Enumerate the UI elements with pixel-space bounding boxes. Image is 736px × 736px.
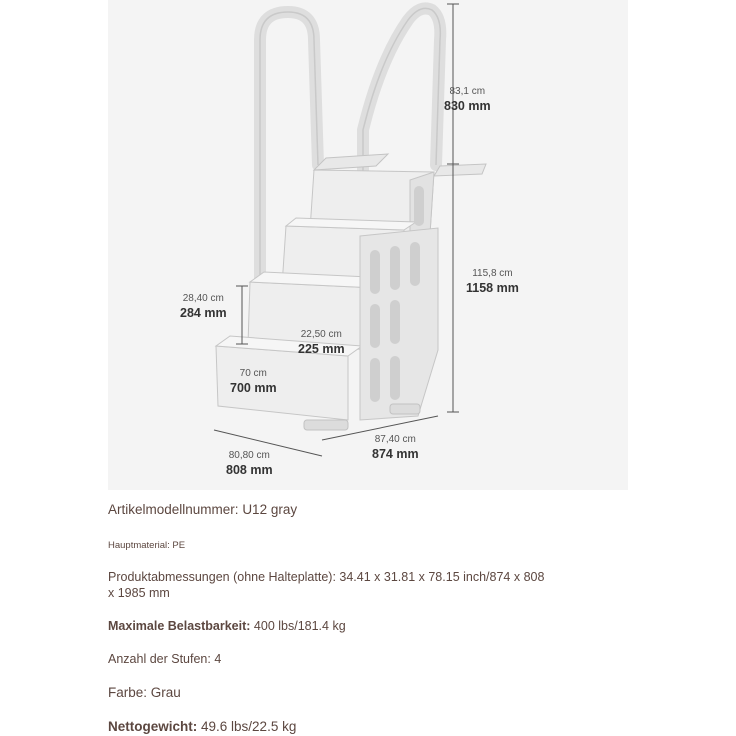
spec-dimensions [108,569,633,585]
spec-steps [108,651,633,667]
spec-color [108,685,633,701]
dimension-mm: 808 mm [226,463,273,477]
dimension-cm: 70 cm [239,368,267,379]
dimension-mm: 1158 mm [466,281,519,295]
dimension-top-height [444,86,491,113]
dimension-base-depth [226,450,273,477]
spec-label: Maximale Belastbarkeit: [108,619,251,633]
dimension-base-length [372,434,419,461]
spec-label: Hauptmaterial: [108,540,170,551]
spec-value: 400 lbs/181.4 kg [253,619,346,633]
dimension-total-height [466,268,519,295]
spec-value: Grau [150,685,181,700]
spec-value: U12 gray [242,502,298,517]
dimension-step-width [230,368,277,395]
spec-model [108,502,633,518]
spec-label: Produktabmessungen (ohne Halteplatte): [108,570,336,584]
dimension-cm: 83,1 cm [449,86,486,97]
pool-ladder-illustration [108,0,628,490]
spec-value: x 1985 mm [108,586,170,600]
spec-label: Nettogewicht: [108,719,198,734]
spec-value: 4 [214,652,222,666]
product-image [108,0,628,490]
spec-value: 49.6 lbs/22.5 kg [201,719,297,734]
product-specs [108,492,628,736]
dimension-mm: 830 mm [444,99,491,113]
dimension-step-depth [298,329,345,356]
dimension-cm: 80,80 cm [228,450,270,461]
dimension-cm: 87,40 cm [374,434,416,445]
spec-label: Farbe: [108,685,148,700]
spec-net-weight [108,719,633,735]
dimension-cm: 28,40 cm [182,293,224,304]
dimension-mm: 284 mm [180,306,227,320]
dimension-cm: 22,50 cm [300,329,342,340]
dimension-step-height [180,293,227,320]
spec-max-load [108,618,633,634]
dimension-mm: 874 mm [372,447,419,461]
spec-value: 34.41 x 31.81 x 78.15 inch/874 x 808 [339,570,545,584]
spec-material [108,538,633,554]
spec-label: Artikelmodellnummer: [108,502,239,517]
spec-label: Anzahl der Stufen: [108,652,211,666]
dimension-mm: 225 mm [298,342,345,356]
spec-dimensions-line2 [108,585,633,601]
dimension-mm: 700 mm [230,381,277,395]
dimension-cm: 115,8 cm [472,268,513,279]
spec-value: PE [172,540,186,551]
